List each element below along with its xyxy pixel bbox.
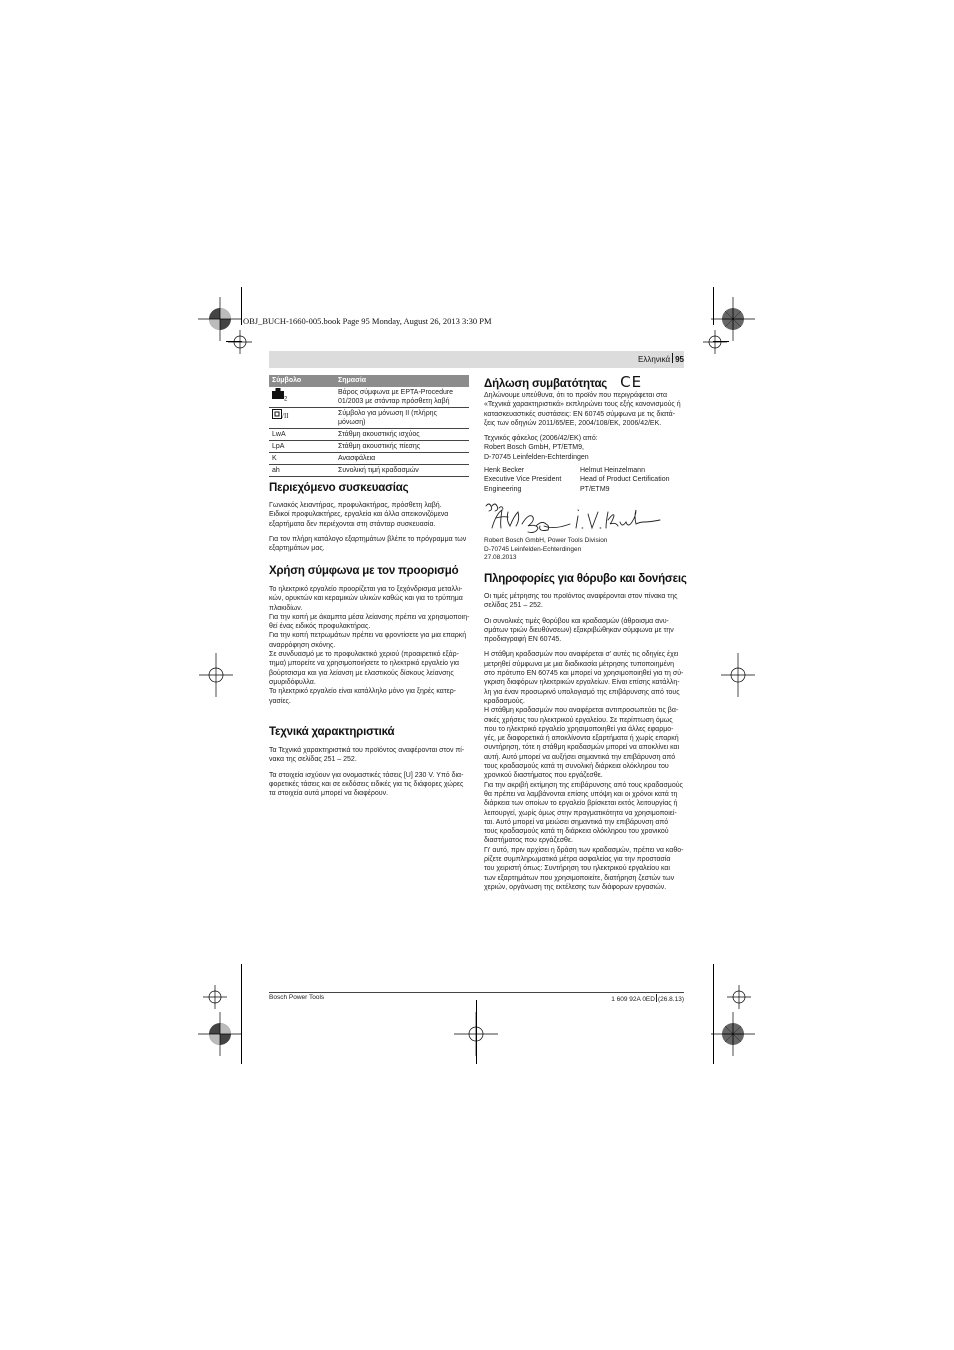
crosshair-mark	[727, 985, 751, 1009]
declaration-text: Δηλώνουμε υπεύθυνα, ότι το προϊόν που περιγράφεται στα «Τεχνικά χαρακτηριστικά» εκπληρώνει τους εξής κανονισμούς ή κατασκευαστικές συστάσεις: EN 60745 σύμφωνα με τις διατά- ξεις των οδηγιών 2011/65/ΕΕ, 2004/108/ΕΚ, 2006/42/ΕΚ. Τεχνικός φάκελος (2006/42/ΕΚ) από: Robert Bosch GmbH, PT/ETM9, D-70745 Leinfelden-Echterdingen	[484, 392, 681, 461]
crop-line	[241, 287, 242, 325]
heading-intended-use: Χρήση σύμφωνα με τον προορισμό	[269, 565, 459, 577]
meaning-cell: Ανασφάλεια	[335, 453, 469, 465]
signature-image	[484, 500, 684, 536]
manufacturer-address: Robert Bosch GmbH, Power Tools Division D-70745 Leinfelden-Echterdingen 27.08.2013	[484, 537, 608, 562]
symbol-cell: /II	[269, 408, 335, 429]
crop-line	[713, 287, 714, 325]
symbol-cell: LpA	[269, 441, 335, 453]
signatures	[484, 500, 684, 536]
footer-brand: Bosch Power Tools	[269, 994, 325, 1001]
registration-mark	[198, 1012, 242, 1056]
heading-technical-data: Τεχνικά χαρακτηριστικά	[269, 726, 395, 738]
ce-mark: CE	[620, 373, 643, 391]
protection-class-icon	[272, 409, 282, 419]
registration-mark	[711, 1012, 755, 1056]
crop-line	[713, 964, 714, 1064]
left-column	[269, 375, 469, 477]
table-header-row	[269, 375, 469, 387]
symbol-cell: ah	[269, 465, 335, 477]
column-header-symbol: Σύμβολο	[269, 375, 335, 387]
symbol-cell: 2	[269, 387, 335, 408]
table-row	[269, 441, 469, 453]
header-separator	[672, 353, 673, 363]
meaning-cell: Συνολική τιμή κραδασμών	[335, 465, 469, 477]
crop-line	[476, 1000, 477, 1064]
meaning-cell: Στάθμη ακουστικής ισχύος	[335, 429, 469, 441]
symbol-cell: LwA	[269, 429, 335, 441]
meaning-cell: Βάρος σύμφωνα με EPTA-Procedure 01/2003 με στάνταρ πρόσθετη λαβή	[335, 387, 469, 408]
table-row	[269, 387, 469, 408]
heading-package-contents: Περιεχόμενο συσκευασίας	[269, 482, 409, 494]
package-text: Γωνιακός λειαντήρας, προφυλακτήρας, πρόσθετη λαβή. Ειδικοί προφυλακτήρες, εργαλεία και άλλα απεικονιζόμενα εξαρτήματα δεν περιέχονται στη στάνταρ συσκευασία. Για τον πλήρη κατάλογο εξαρτημάτων βλέπε το πρόγραμμα των εξαρτημάτων μας.	[269, 502, 467, 553]
heading-noise-vibration: Πληροφορίες για θόρυβο και δονήσεις	[484, 573, 687, 585]
crop-line	[241, 964, 242, 1064]
footer-rule	[269, 992, 684, 993]
intended-use-text: Το ηλεκτρικό εργαλείο προορίζεται για το ξεχόνδρισμα μεταλλι- κών, ορυκτών και κεραμικών υλικών καθώς και για το τρύπημα πλακιδίων. Για την κοπή με άκαμπτα μέσα λείανσης πρέπει να χρησιμοποιη- θεί ένας ειδικός προφυλακτήρας. Για την κοπή πετρωμάτων πρέπει να φροντίσετε για μια επαρκή αναρρόφηση σκόνης. Σε συνδυασμό με το προφυλακτικό χεριού (προαιρετικό εξάρ- τημα) μπορείτε να χρησιμοποιήσετε το ηλεκτρικό εργαλείο για βούρτσισμα και για λείανση με ελαστικούς δίσκους λείανσης σμυριδόφυλλα. Το ηλεκτρικό εργαλείο είναι κατάλληλο μόνο για ξηρές κατερ- γασίες.	[269, 586, 470, 705]
crosshair-mark	[199, 653, 233, 697]
column-header-meaning: Σημασία	[335, 375, 469, 387]
weight-icon	[272, 388, 284, 399]
table-row	[269, 453, 469, 465]
section-name: Ελληνικά	[638, 355, 671, 364]
running-header	[638, 353, 684, 364]
meaning-cell: Στάθμη ακουστικής πίεσης	[335, 441, 469, 453]
table-row	[269, 429, 469, 441]
footer-code: 1 609 92A 0ED (26.8.13)	[611, 996, 684, 1003]
page-number: 95	[675, 355, 684, 364]
crosshair-mark	[228, 330, 252, 354]
noise-vibration-text: Οι τιμές μέτρησης του προϊόντος αναφέρονται στον πίνακα της σελίδας 251 – 252. Οι συνολικές τιμές θορύβου και κραδασμών (άθροισμα ανυ- σμάτων τριών διευθύνσεων) εξακριβώθηκαν σύμφωνα με την προδιαγραφή EN 60745. Η στάθμη κραδασμών που αναφέρεται σ' αυτές τις οδηγίες έχει μετρηθεί σύμφωνα με μια διαδικασία μέτρησης τυποποιημένη στο πρότυπο EN 60745 και μπορεί να χρησιμοποιηθεί για τη σύ- γκριση διαφόρων ηλεκτρικών εργαλείων. Είναι επίσης κατάλλη- λη για έναν προσωρινό υπολογισμό της επιβάρυνσης από τους κραδασμούς. Η στάθμη κραδασμών που αναφέρεται αντιπροσωπεύει τις βα- σικές χρήσεις του ηλεκτρικού εργαλείου. Σε περίπτωση όμως που το ηλεκτρικό εργαλείο χρησιμοποιηθεί για άλλες εφαρμο- γές, με διαφορετικά ή αποκλίνοντα εξαρτήματα ή χωρίς επαρκή συντήρηση, τότε η στάθμη κραδασμών μπορεί να αποκλίνει και αυτή. Αυτό μπορεί να αυξήσει σημαντικά την επιβάρυνση από τους κραδασμούς κατά τη συνολική διάρκεια ολόκληρου του χρονικού διαστήματος που εργάζεσθε. Για την ακριβή εκτίμηση της επιβάρυνσης από τους κραδασμούς θα πρέπει να λαμβάνονται επίσης υπόψη και οι χρόνοι κατά τη διάρκεια των οποίων το εργαλείο βρίσκεται εκτός λειτουργίας ή λειτουργεί, χωρίς όμως στην πραγματικότητα να χρησιμοποιεί- ται. Αυτό μπορεί να μειώσει σημαντικά την επιβάρυνση από τους κραδασμούς κατά τη διάρκεια ολόκληρου του χρονικού διαστήματος που εργάζεσθε. Γι' αυτό, πριν αρχίσει η δράση των κραδασμών, πρέπει να καθο- ρίζετε συμπληρωματικά μέτρα ασφαλείας για την προστασία του χειριστή όπως: Συντήρηση του ηλεκτρικού εργαλείου και των εξαρτημάτων που χρησιμοποιείτε, διατήρηση ζεστών των χεριών, οργάνωση της εκτέλεσης των διάφορων εργασιών.	[484, 593, 684, 891]
symbol-table	[269, 375, 469, 477]
table-row	[269, 465, 469, 477]
file-info: OBJ_BUCH-1660-005.book Page 95 Monday, August 26, 2013 3:30 PM	[243, 316, 492, 326]
technical-data-text: Τα Τεχνικά χαρακτηριστικά του προϊόντος αναφέρονται στον πί- νακα της σελίδας 251 – 252. Τα στοιχεία ισχύουν για ονομαστικές τάσεις [U] 230 V. Υπό δια- φορετικές τάσεις και σε εκδόσεις ειδικές για τις διάφορες χώρες τα στοιχεία αυτά μπορεί να διαφέρουν.	[269, 747, 465, 798]
crosshair-mark	[703, 330, 727, 354]
crosshair-mark	[203, 985, 227, 1009]
signer-2: Helmut Heinzelmann Head of Product Certification PT/ETM9	[580, 467, 670, 493]
heading-declaration: Δήλωση συμβατότητας CE	[484, 373, 643, 391]
header-bar	[269, 351, 684, 368]
crosshair-mark	[721, 653, 755, 697]
signer-1: Henk Becker Executive Vice President Engineering	[484, 467, 562, 493]
symbol-cell: K	[269, 453, 335, 465]
meaning-cell: Σύμβολο για μόνωση II (πλήρης μόνωση)	[335, 408, 469, 429]
footer-separator	[656, 994, 657, 1002]
crop-line	[226, 341, 242, 342]
table-row	[269, 408, 469, 429]
crop-line	[713, 341, 729, 342]
